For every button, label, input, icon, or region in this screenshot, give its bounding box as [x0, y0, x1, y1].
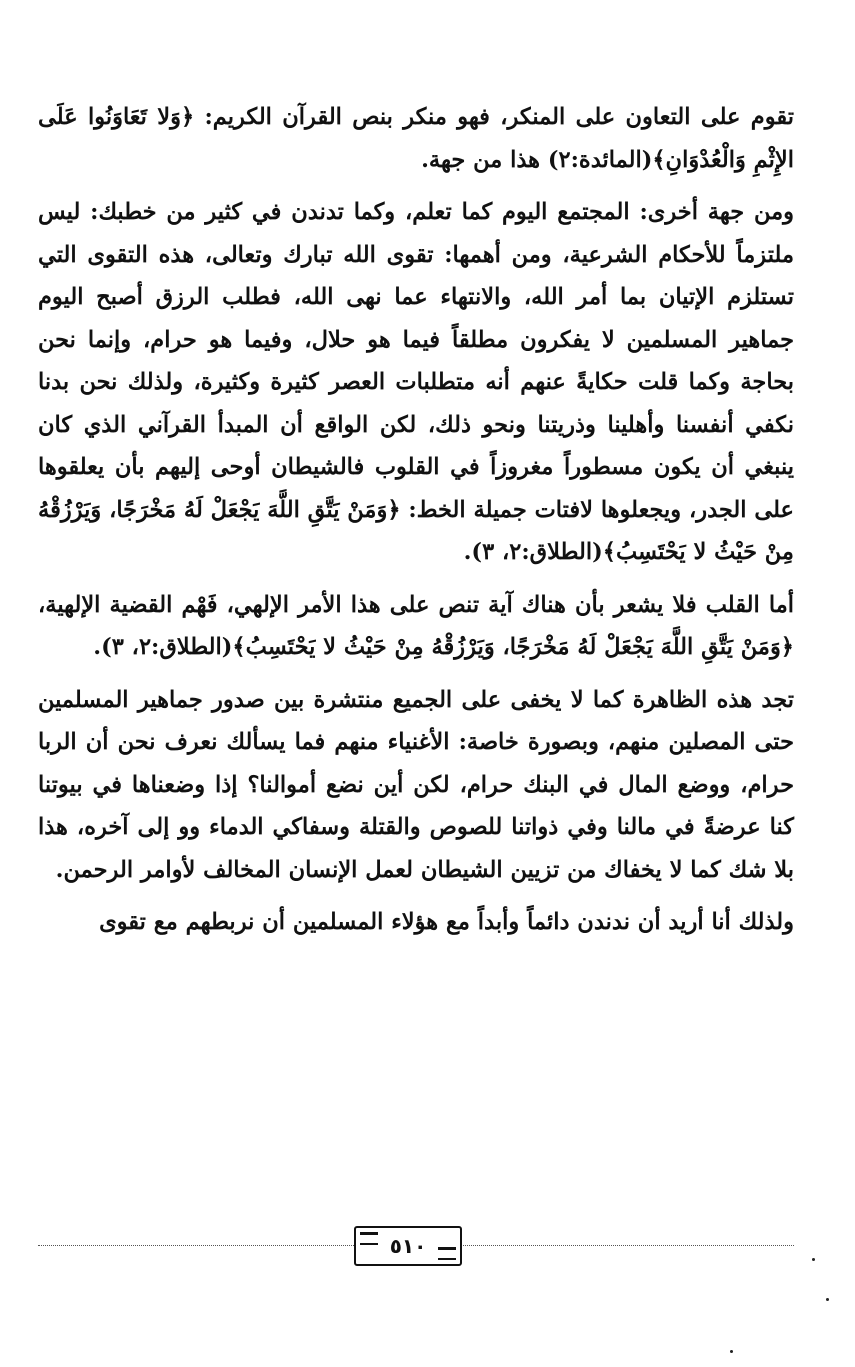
paragraph-2: ومن جهة أخرى: المجتمع اليوم كما تعلم، وكما تدندن في كثير من خطبك: ليس ملتزماً للأحكام الشرعية، ومن أهمها: تقوى الله تبارك وتعالى، هذه التقوى التي تستلزم الإتيان بما أمر الله، والانتهاء عما نهى الله، فطلب الرزق أصبح اليوم جماهير المسلمين لا يفكرون مطلقاً فيما هو حلال، وفيما هو حرام، وإنما نحن بحاجة وكما قلت حكايةً عنهم أنه متطلبات العصر كثيرة وكثيرة، ولذلك نحن بدنا نكفي أنفسنا وأهلينا وذريتنا ونحو ذلك، لكن الواقع أن المبدأ القرآني الذي كان ينبغي أن يكون مسطوراً مغروزاً في القلوب فالشيطان أوحى إليهم بأن يعلقوها على الجدر، ويجعلوها لافتات جميلة الخط: ﴿وَمَنْ يَتَّقِ اللَّهَ يَجْعَلْ لَهُ مَخْرَجًا، وَيَرْزُقْهُ مِنْ حَيْثُ لا يَحْتَسِبُ﴾(الطلاق:٢، ٣).: [38, 199, 794, 565]
paragraph-3: أما القلب فلا يشعر بأن هناك آية تنص على هذا الأمر الإلهي، فَهْم القضية الإلهية، ﴿وَمَنْ يَتَّقِ اللَّهَ يَجْعَلْ لَهُ مَخْرَجًا، وَيَرْزُقْهُ مِنْ حَيْثُ لا يَحْتَسِبُ﴾(الطلاق:٢، ٣).: [38, 591, 794, 660]
scan-speck: [730, 1350, 733, 1353]
paragraph-1: تقوم على التعاون على المنكر، فهو منكر بنص القرآن الكريم: ﴿وَلا تَعَاوَنُوا عَلَى الإِثْمِ وَالْعُدْوَانِ﴾(المائدة:٢) هذا من جهة.: [38, 104, 794, 173]
paragraph-4: تجد هذه الظاهرة كما لا يخفى على الجميع منتشرة بين صدور جماهير المسلمين حتى المصلين منهم، وبصورة خاصة: الأغنياء منهم فما يسألك نعرف نحن أن الربا حرام، ووضع المال في البنك حرام، لكن أين نضع أموالنا؟ إذا وضعناها في بيوتنا كنا عرضةً في مالنا وفي ذواتنا للصوص والقتلة وسفاكي الدماء وو إلى آخره، هذا بلا شك كما لا يخفاك من تزيين الشيطان لعمل الإنسان المخالف لأوامر الرحمن.: [38, 686, 794, 883]
paragraph-5: ولذلك أنا أريد أن ندندن دائماً وأبداً مع هؤلاء المسلمين أن نربطهم مع تقوى: [99, 909, 794, 935]
page-number: ٥١٠: [389, 1234, 427, 1258]
page-number-frame: [354, 1226, 462, 1266]
ornament-icon: [438, 1247, 456, 1260]
ornament-icon: [360, 1232, 378, 1245]
page-body-text: [38, 96, 794, 954]
scan-speck: [812, 1258, 815, 1261]
scan-speck: [826, 1298, 829, 1301]
